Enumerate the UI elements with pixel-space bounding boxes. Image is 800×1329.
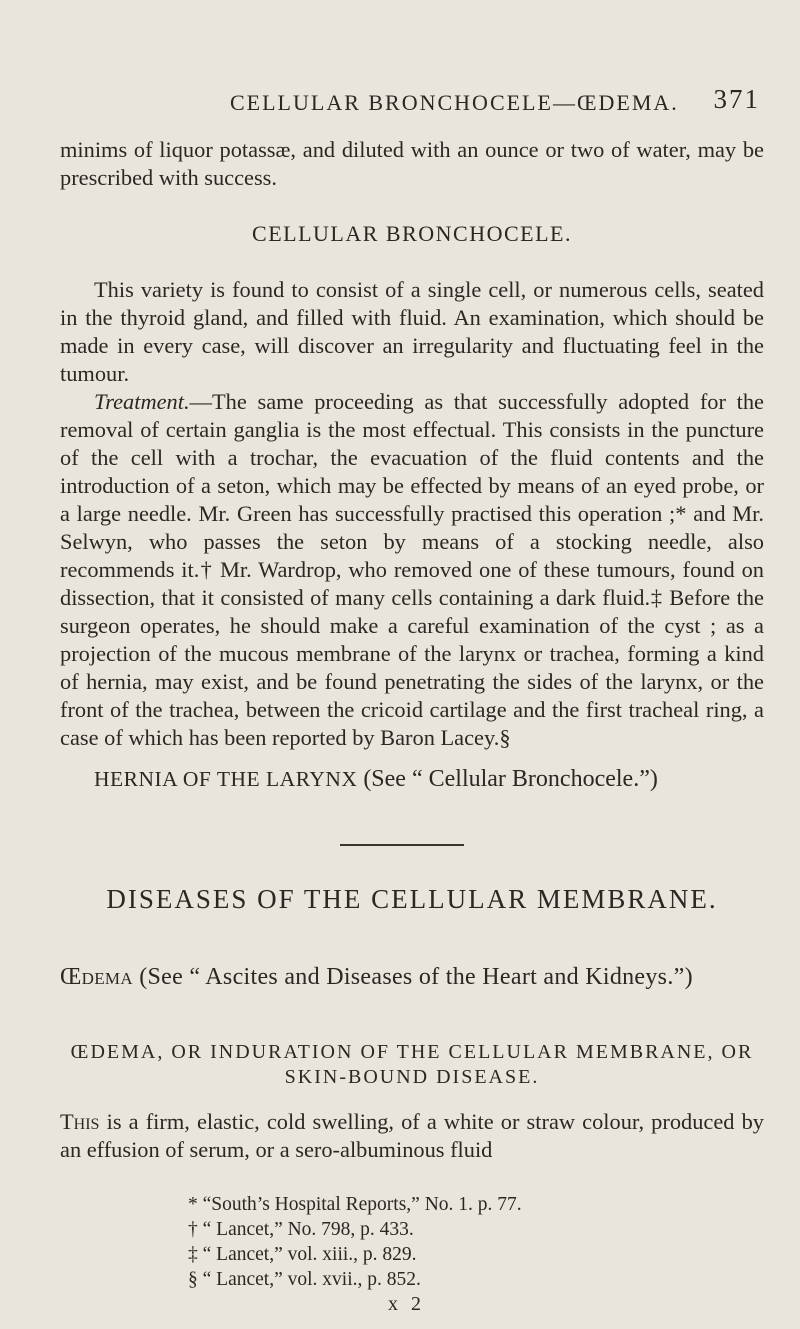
chapter-heading-cellular-membrane: DISEASES OF THE CELLULAR MEMBRANE. bbox=[106, 884, 718, 914]
hernia-cross-reference bbox=[94, 766, 658, 793]
treatment-text: —The same proceeding as that successfully adopted for the removal of certain ganglia is the most effectual. This consists in the puncture of the cell with a trochar, the evacuation of the fluid contents and the introduction of a seton, which may be effected by means of an eyed probe, or a large needle. Mr. Green has successfully practised this operation ;* and Mr. Selwyn, who passes the seton by means of a stocking needle, also recommends it.† Mr. Wardrop, who removed one of these tumours, found on dissection, that it consisted of many cells containing a dark fluid.‡ Before the surgeon operates, he should make a careful examination of the cyst ; as a projection of the mucous membrane of the larynx or trachea, forming a kind of hernia, may exist, and be found penetrating the sides of the larynx, or the front of the trachea, between the cricoid cartilage and the first tracheal ring, a case of which has been reported by Baron Lacey.§ bbox=[60, 389, 764, 750]
running-title: CELLULAR BRONCHOCELE—ŒDEMA. bbox=[230, 90, 679, 115]
oedema-label: Œdema bbox=[60, 964, 133, 990]
paragraph-continuation: minims of liquor potassæ, and diluted with an ounce or two of water, may be prescribed with success. bbox=[60, 137, 764, 190]
paragraph-cellular-bronchocele bbox=[60, 276, 764, 752]
footnote: ‡ “ Lancet,” vol. xiii., p. 829. bbox=[188, 1244, 417, 1265]
footnote: * “South’s Hospital Reports,” No. 1. p. 77. bbox=[188, 1194, 522, 1215]
footnotes bbox=[188, 1192, 522, 1292]
running-head bbox=[60, 84, 764, 130]
signature-mark: x 2 bbox=[388, 1293, 425, 1315]
oedema-see-also: (See “ Ascites and Diseases of the Heart and Kidneys.”) bbox=[139, 964, 693, 990]
oedema-cross-reference bbox=[60, 964, 764, 991]
hernia-heading: HERNIA OF THE LARYNX bbox=[94, 767, 358, 791]
treatment-label: Treatment. bbox=[94, 389, 190, 414]
page-number: 371 bbox=[713, 84, 760, 114]
paragraph-treatment bbox=[60, 388, 764, 752]
paragraph-description: This variety is found to consist of a single cell, or numerous cells, seated in the thyroid gland, and filled with fluid. An examination, which should be made in every case, will discover an irregularity and fluctuating feel in the tumour. bbox=[60, 277, 764, 386]
footnote: § “ Lancet,” vol. xvii., p. 852. bbox=[188, 1269, 421, 1290]
paragraph-oedema-text: is a firm, elastic, cold swelling, of a white or straw colour, produced by an effusion of serum, or a sero-albuminous fluid bbox=[60, 1109, 764, 1162]
section-heading-oedema: ŒDEMA, OR INDURATION OF THE CELLULAR MEMBRANE, OR SKIN-BOUND DISEASE. bbox=[70, 1041, 754, 1088]
paragraph-oedema bbox=[60, 1108, 764, 1164]
paragraph-opening-word: This bbox=[60, 1109, 100, 1134]
hernia-see-also: (See “ Cellular Bronchocele.”) bbox=[363, 766, 658, 792]
footnote: † “ Lancet,” No. 798, p. 433. bbox=[188, 1219, 414, 1240]
section-divider bbox=[340, 844, 464, 846]
section-heading-cellular-bronchocele: CELLULAR BRONCHOCELE. bbox=[252, 221, 572, 246]
